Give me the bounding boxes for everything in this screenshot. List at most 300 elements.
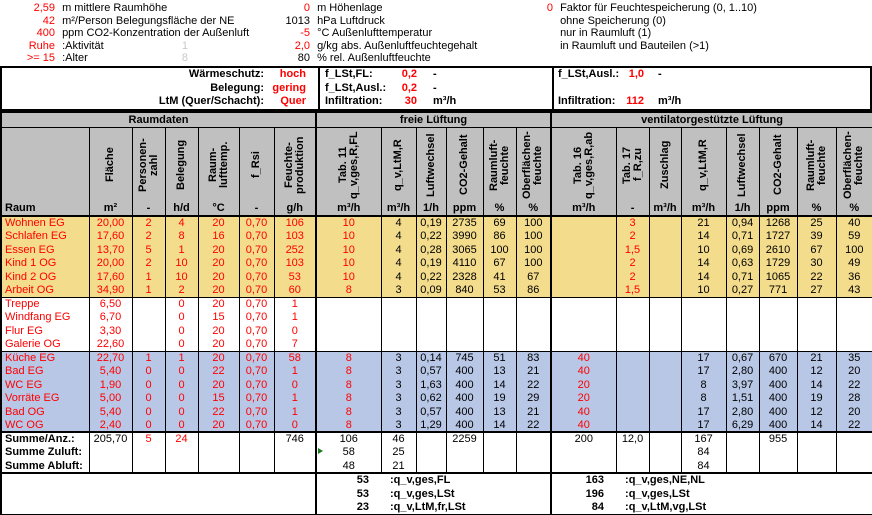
data-cell[interactable]: 0,27: [726, 284, 759, 298]
data-cell[interactable]: 0,67: [726, 351, 759, 365]
data-cell[interactable]: [551, 324, 616, 338]
summary-cell[interactable]: 25: [381, 446, 416, 460]
data-cell[interactable]: 840: [446, 284, 483, 298]
data-cell[interactable]: 3: [381, 365, 416, 379]
data-cell[interactable]: [759, 311, 797, 325]
data-cell[interactable]: 14: [681, 230, 726, 244]
data-cell[interactable]: [616, 419, 649, 433]
data-cell[interactable]: 21: [516, 405, 551, 419]
data-cell[interactable]: 17: [681, 365, 726, 379]
summary-cell[interactable]: [516, 432, 551, 446]
data-cell[interactable]: 0: [274, 324, 316, 338]
data-cell[interactable]: [483, 338, 516, 352]
data-cell[interactable]: 2: [132, 216, 165, 230]
data-cell[interactable]: 400: [446, 392, 483, 406]
setting-value[interactable]: 112: [626, 95, 644, 108]
summary-cell[interactable]: 46: [381, 432, 416, 446]
data-cell[interactable]: 10: [681, 284, 726, 298]
data-cell[interactable]: 8: [316, 351, 381, 365]
setting-value[interactable]: 0,2: [401, 81, 417, 94]
data-cell[interactable]: 67: [483, 257, 516, 271]
parameter-value[interactable]: 2,59: [33, 2, 55, 14]
setting-value[interactable]: Quer: [280, 95, 306, 108]
data-cell[interactable]: 4: [381, 216, 416, 230]
data-cell[interactable]: 0: [165, 365, 198, 379]
summary-cell[interactable]: 58: [316, 446, 381, 460]
data-cell[interactable]: 0,70: [239, 284, 274, 298]
data-cell[interactable]: 400: [446, 419, 483, 433]
summary-cell[interactable]: 84: [681, 446, 726, 460]
data-cell[interactable]: 20: [198, 270, 239, 284]
data-cell[interactable]: 0,70: [239, 378, 274, 392]
data-cell[interactable]: [132, 297, 165, 311]
data-cell[interactable]: 0,63: [726, 257, 759, 271]
data-cell[interactable]: 0,70: [239, 324, 274, 338]
data-cell[interactable]: 0: [165, 392, 198, 406]
data-cell[interactable]: 25: [797, 216, 836, 230]
data-cell[interactable]: 20: [836, 405, 872, 419]
data-cell[interactable]: [446, 338, 483, 352]
data-cell[interactable]: 0: [132, 419, 165, 433]
data-cell[interactable]: 106: [274, 216, 316, 230]
data-cell[interactable]: [616, 378, 649, 392]
data-cell[interactable]: 5: [132, 243, 165, 257]
data-cell[interactable]: [551, 311, 616, 325]
data-cell[interactable]: 4: [381, 270, 416, 284]
data-cell[interactable]: 17: [681, 405, 726, 419]
summary-cell[interactable]: [836, 459, 872, 473]
room-name-cell[interactable]: WC OG: [1, 419, 89, 433]
data-cell[interactable]: [551, 243, 616, 257]
data-cell[interactable]: 20: [198, 419, 239, 433]
data-cell[interactable]: [681, 324, 726, 338]
room-name-cell[interactable]: Kind 2 OG: [1, 270, 89, 284]
data-cell[interactable]: 2610: [759, 243, 797, 257]
room-name-cell[interactable]: Schlafen EG: [1, 230, 89, 244]
data-cell[interactable]: 22: [198, 365, 239, 379]
summary-cell[interactable]: [649, 432, 681, 446]
data-cell[interactable]: 400: [446, 405, 483, 419]
data-cell[interactable]: 40: [836, 216, 872, 230]
data-cell[interactable]: 0,70: [239, 365, 274, 379]
data-cell[interactable]: 8: [316, 284, 381, 298]
data-cell[interactable]: 100: [516, 230, 551, 244]
data-cell[interactable]: 41: [483, 270, 516, 284]
data-cell[interactable]: [649, 392, 681, 406]
room-name-cell[interactable]: WC EG: [1, 378, 89, 392]
data-cell[interactable]: 100: [516, 243, 551, 257]
data-cell[interactable]: 1268: [759, 216, 797, 230]
data-cell[interactable]: [726, 297, 759, 311]
summary-cell[interactable]: 167: [681, 432, 726, 446]
data-cell[interactable]: 0,19: [416, 257, 446, 271]
data-cell[interactable]: 0,70: [239, 338, 274, 352]
parameter-value[interactable]: 400: [36, 27, 55, 40]
data-cell[interactable]: 0,70: [239, 270, 274, 284]
data-cell[interactable]: [132, 324, 165, 338]
data-cell[interactable]: 0,70: [239, 392, 274, 406]
room-name-cell[interactable]: Bad EG: [1, 365, 89, 379]
setting-value[interactable]: gering: [272, 81, 306, 94]
data-cell[interactable]: [616, 324, 649, 338]
data-cell[interactable]: [797, 324, 836, 338]
data-cell[interactable]: [381, 338, 416, 352]
data-cell[interactable]: 15: [198, 311, 239, 325]
data-cell[interactable]: [759, 324, 797, 338]
data-cell[interactable]: 0,70: [239, 257, 274, 271]
data-cell[interactable]: 1729: [759, 257, 797, 271]
room-name-cell[interactable]: Galerie OG: [5, 338, 61, 350]
data-cell[interactable]: [836, 338, 872, 352]
data-cell[interactable]: 0,14: [416, 351, 446, 365]
data-cell[interactable]: 39: [797, 230, 836, 244]
data-cell[interactable]: 0: [165, 405, 198, 419]
data-cell[interactable]: 771: [759, 284, 797, 298]
setting-value[interactable]: 30: [404, 95, 417, 108]
data-cell[interactable]: 5,40: [89, 405, 132, 419]
data-cell[interactable]: 12: [797, 365, 836, 379]
data-cell[interactable]: 17,60: [89, 270, 132, 284]
data-cell[interactable]: 10: [681, 243, 726, 257]
data-cell[interactable]: 22: [516, 419, 551, 433]
data-cell[interactable]: 86: [516, 284, 551, 298]
data-cell[interactable]: [797, 311, 836, 325]
data-cell[interactable]: [316, 324, 381, 338]
data-cell[interactable]: 0: [165, 297, 198, 311]
data-cell[interactable]: 100: [483, 243, 516, 257]
summary-cell[interactable]: [797, 446, 836, 460]
data-cell[interactable]: 0,70: [239, 419, 274, 433]
data-cell[interactable]: 0,94: [726, 216, 759, 230]
data-cell[interactable]: 3: [381, 284, 416, 298]
data-cell[interactable]: 67: [797, 243, 836, 257]
data-cell[interactable]: 8: [316, 392, 381, 406]
summary-cell[interactable]: [797, 459, 836, 473]
data-cell[interactable]: [797, 338, 836, 352]
summary-cell[interactable]: 84: [681, 459, 726, 473]
data-cell[interactable]: [551, 270, 616, 284]
room-name-cell[interactable]: Windfang EG: [5, 311, 71, 324]
data-cell[interactable]: 1,5: [616, 284, 649, 298]
data-cell[interactable]: 103: [274, 230, 316, 244]
summary-cell[interactable]: [274, 459, 316, 473]
data-cell[interactable]: [681, 311, 726, 325]
summary-cell[interactable]: [416, 459, 446, 473]
data-cell[interactable]: [446, 324, 483, 338]
parameter-value[interactable]: 0: [546, 2, 553, 14]
summary-cell[interactable]: 24: [165, 432, 198, 446]
summary-cell[interactable]: [239, 432, 274, 446]
data-cell[interactable]: [616, 351, 649, 365]
data-cell[interactable]: [649, 311, 681, 325]
data-cell[interactable]: 2: [616, 257, 649, 271]
data-cell[interactable]: 86: [483, 230, 516, 244]
summary-cell[interactable]: [198, 459, 239, 473]
data-cell[interactable]: 22: [836, 419, 872, 433]
data-cell[interactable]: 19: [797, 392, 836, 406]
summary-cell[interactable]: 48: [316, 459, 381, 473]
data-cell[interactable]: 1,29: [416, 419, 446, 433]
summary-cell[interactable]: [89, 459, 132, 473]
data-cell[interactable]: 40: [551, 365, 616, 379]
data-cell[interactable]: 13: [483, 405, 516, 419]
data-cell[interactable]: 0: [132, 378, 165, 392]
data-cell[interactable]: 27: [797, 284, 836, 298]
parameter-value[interactable]: -5: [300, 27, 310, 40]
summary-cell[interactable]: [483, 446, 516, 460]
data-cell[interactable]: 3065: [446, 243, 483, 257]
data-cell[interactable]: 10: [316, 257, 381, 271]
data-cell[interactable]: 20: [198, 243, 239, 257]
data-cell[interactable]: [616, 338, 649, 352]
data-cell[interactable]: 1: [165, 243, 198, 257]
summary-cell[interactable]: [797, 432, 836, 446]
data-cell[interactable]: 400: [759, 392, 797, 406]
setting-value[interactable]: 1,0: [628, 68, 644, 80]
data-cell[interactable]: 3,30: [89, 324, 132, 338]
summary-cell[interactable]: [239, 459, 274, 473]
data-cell[interactable]: 1: [274, 297, 316, 311]
data-cell[interactable]: 6,70: [89, 311, 132, 325]
data-cell[interactable]: 16: [198, 230, 239, 244]
data-cell[interactable]: 3: [616, 216, 649, 230]
data-cell[interactable]: 1: [132, 284, 165, 298]
data-cell[interactable]: [551, 230, 616, 244]
data-cell[interactable]: [516, 324, 551, 338]
data-cell[interactable]: 4: [165, 216, 198, 230]
data-cell[interactable]: 0: [165, 378, 198, 392]
data-cell[interactable]: [416, 297, 446, 311]
data-cell[interactable]: 1: [274, 392, 316, 406]
summary-cell[interactable]: [836, 446, 872, 460]
data-cell[interactable]: 3: [381, 419, 416, 433]
summary-cell[interactable]: [551, 446, 616, 460]
data-cell[interactable]: 14: [483, 378, 516, 392]
data-cell[interactable]: [836, 297, 872, 311]
data-cell[interactable]: 67: [516, 270, 551, 284]
data-cell[interactable]: [649, 230, 681, 244]
data-cell[interactable]: 20: [198, 216, 239, 230]
data-cell[interactable]: 670: [759, 351, 797, 365]
data-cell[interactable]: [649, 284, 681, 298]
setting-value[interactable]: [618, 82, 644, 96]
data-cell[interactable]: 0,71: [726, 270, 759, 284]
data-cell[interactable]: 21: [681, 216, 726, 230]
data-cell[interactable]: [649, 270, 681, 284]
summary-cell[interactable]: [198, 432, 239, 446]
data-cell[interactable]: 0,70: [239, 216, 274, 230]
data-cell[interactable]: 0,70: [239, 405, 274, 419]
data-cell[interactable]: 8: [316, 365, 381, 379]
data-cell[interactable]: 1727: [759, 230, 797, 244]
data-cell[interactable]: 0,09: [416, 284, 446, 298]
data-cell[interactable]: 1: [274, 311, 316, 325]
data-cell[interactable]: [516, 311, 551, 325]
data-cell[interactable]: 12: [797, 405, 836, 419]
data-cell[interactable]: [316, 338, 381, 352]
data-cell[interactable]: 35: [836, 351, 872, 365]
data-cell[interactable]: 14: [483, 419, 516, 433]
data-cell[interactable]: 0,70: [239, 297, 274, 311]
data-cell[interactable]: 2,80: [726, 365, 759, 379]
summary-cell[interactable]: 955: [759, 432, 797, 446]
data-cell[interactable]: [616, 365, 649, 379]
parameter-value[interactable]: >= 15: [26, 52, 55, 65]
data-cell[interactable]: 15: [198, 392, 239, 406]
summary-cell[interactable]: [165, 459, 198, 473]
data-cell[interactable]: 10: [316, 270, 381, 284]
data-cell[interactable]: 40: [551, 405, 616, 419]
summary-cell[interactable]: [551, 459, 616, 473]
data-cell[interactable]: [681, 297, 726, 311]
data-cell[interactable]: 19: [483, 392, 516, 406]
data-cell[interactable]: 0,70: [239, 311, 274, 325]
data-cell[interactable]: 252: [274, 243, 316, 257]
data-cell[interactable]: 400: [446, 365, 483, 379]
data-cell[interactable]: [551, 216, 616, 230]
data-cell[interactable]: [551, 284, 616, 298]
data-cell[interactable]: 10: [316, 216, 381, 230]
data-cell[interactable]: [649, 365, 681, 379]
data-cell[interactable]: 17: [681, 351, 726, 365]
data-cell[interactable]: [797, 297, 836, 311]
data-cell[interactable]: [551, 297, 616, 311]
data-cell[interactable]: 0,70: [239, 351, 274, 365]
data-cell[interactable]: 14: [797, 419, 836, 433]
data-cell[interactable]: 745: [446, 351, 483, 365]
data-cell[interactable]: 40: [551, 419, 616, 433]
room-name-cell[interactable]: Bad OG: [1, 405, 89, 419]
room-name-cell[interactable]: Treppe: [1, 297, 89, 311]
room-name-cell[interactable]: Kind 1 OG: [1, 257, 89, 271]
data-cell[interactable]: [616, 297, 649, 311]
data-cell[interactable]: 14: [681, 257, 726, 271]
data-cell[interactable]: 59: [836, 230, 872, 244]
summary-cell[interactable]: [446, 446, 483, 460]
data-cell[interactable]: 22,70: [89, 351, 132, 365]
data-cell[interactable]: 0,62: [416, 392, 446, 406]
summary-cell[interactable]: 2259: [446, 432, 483, 446]
data-cell[interactable]: 20: [551, 378, 616, 392]
data-cell[interactable]: 4: [381, 243, 416, 257]
data-cell[interactable]: 20: [551, 392, 616, 406]
data-cell[interactable]: [616, 392, 649, 406]
data-cell[interactable]: 28: [836, 392, 872, 406]
room-name-cell[interactable]: Flur EG: [5, 324, 43, 337]
data-cell[interactable]: [483, 311, 516, 325]
data-cell[interactable]: 20,00: [89, 257, 132, 271]
summary-cell[interactable]: [165, 446, 198, 460]
data-cell[interactable]: 0: [132, 405, 165, 419]
data-cell[interactable]: 17: [681, 419, 726, 433]
data-cell[interactable]: 53: [274, 270, 316, 284]
summary-cell[interactable]: [483, 432, 516, 446]
parameter-value[interactable]: 1013: [285, 14, 310, 27]
data-cell[interactable]: [416, 311, 446, 325]
data-cell[interactable]: 20: [198, 284, 239, 298]
summary-cell[interactable]: 5: [132, 432, 165, 446]
summary-cell[interactable]: [416, 446, 446, 460]
data-cell[interactable]: 30: [797, 257, 836, 271]
data-cell[interactable]: 21: [516, 365, 551, 379]
data-cell[interactable]: 1,90: [89, 378, 132, 392]
summary-cell[interactable]: [759, 459, 797, 473]
data-cell[interactable]: 4: [381, 230, 416, 244]
data-cell[interactable]: [836, 311, 872, 325]
data-cell[interactable]: 0,57: [416, 405, 446, 419]
data-cell[interactable]: 5,00: [89, 392, 132, 406]
data-cell[interactable]: 69: [483, 216, 516, 230]
data-cell[interactable]: 100: [516, 216, 551, 230]
data-cell[interactable]: 2: [132, 257, 165, 271]
data-cell[interactable]: [616, 311, 649, 325]
data-cell[interactable]: 0,28: [416, 243, 446, 257]
data-cell[interactable]: 100: [516, 257, 551, 271]
parameter-value[interactable]: Ruhe: [28, 39, 55, 52]
data-cell[interactable]: 8: [165, 230, 198, 244]
summary-cell[interactable]: [446, 459, 483, 473]
data-cell[interactable]: 13,70: [89, 243, 132, 257]
data-cell[interactable]: 1: [165, 351, 198, 365]
data-cell[interactable]: 6,29: [726, 419, 759, 433]
data-cell[interactable]: 10: [316, 230, 381, 244]
data-cell[interactable]: 3: [381, 405, 416, 419]
setting-value[interactable]: 0,2: [401, 68, 417, 80]
data-cell[interactable]: 22: [198, 405, 239, 419]
data-cell[interactable]: 2,80: [726, 405, 759, 419]
data-cell[interactable]: 8: [316, 405, 381, 419]
data-cell[interactable]: [759, 297, 797, 311]
data-cell[interactable]: 0,69: [726, 243, 759, 257]
data-cell[interactable]: 22: [836, 378, 872, 392]
data-cell[interactable]: [649, 419, 681, 433]
data-cell[interactable]: 3: [381, 378, 416, 392]
data-cell[interactable]: 8: [316, 419, 381, 433]
summary-cell[interactable]: [726, 459, 759, 473]
data-cell[interactable]: [649, 216, 681, 230]
data-cell[interactable]: [132, 338, 165, 352]
data-cell[interactable]: [649, 405, 681, 419]
data-cell[interactable]: 8: [681, 378, 726, 392]
data-cell[interactable]: [649, 378, 681, 392]
data-cell[interactable]: 10: [165, 257, 198, 271]
data-cell[interactable]: [759, 338, 797, 352]
data-cell[interactable]: 3: [381, 351, 416, 365]
data-cell[interactable]: 0,71: [726, 230, 759, 244]
summary-cell[interactable]: [516, 446, 551, 460]
data-cell[interactable]: 0: [165, 324, 198, 338]
data-cell[interactable]: 1,51: [726, 392, 759, 406]
data-cell[interactable]: 5,40: [89, 365, 132, 379]
data-cell[interactable]: [726, 338, 759, 352]
data-cell[interactable]: [316, 297, 381, 311]
data-cell[interactable]: [416, 338, 446, 352]
data-cell[interactable]: 2: [132, 230, 165, 244]
summary-cell[interactable]: [89, 446, 132, 460]
summary-cell[interactable]: [483, 459, 516, 473]
data-cell[interactable]: 2,40: [89, 419, 132, 433]
data-cell[interactable]: 40: [551, 351, 616, 365]
data-cell[interactable]: 22: [516, 378, 551, 392]
summary-cell[interactable]: [726, 446, 759, 460]
data-cell[interactable]: 20,00: [89, 216, 132, 230]
data-cell[interactable]: 83: [516, 351, 551, 365]
data-cell[interactable]: [551, 257, 616, 271]
summary-cell[interactable]: 746: [274, 432, 316, 446]
data-cell[interactable]: 0,70: [239, 243, 274, 257]
summary-cell[interactable]: [649, 446, 681, 460]
data-cell[interactable]: [381, 324, 416, 338]
